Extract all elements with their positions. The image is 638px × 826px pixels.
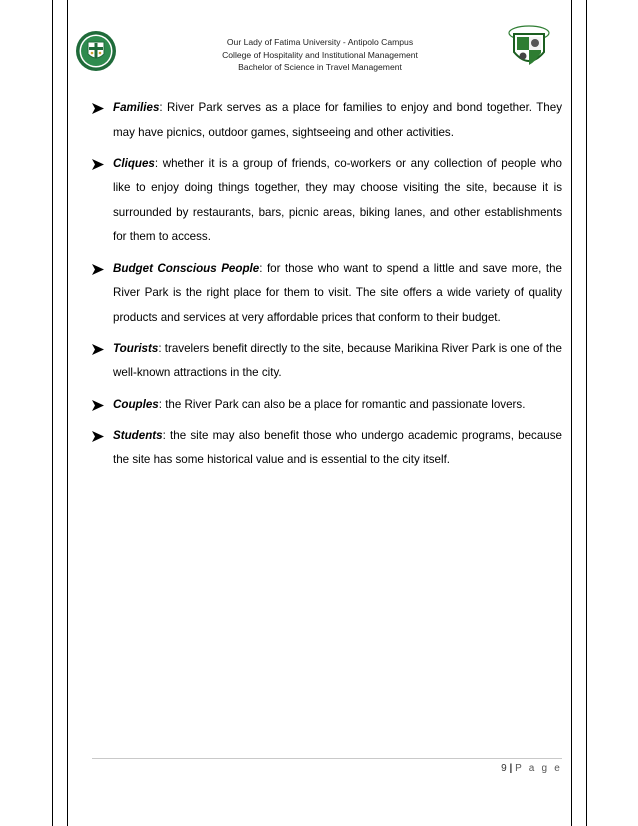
list-item-term: Cliques [113, 156, 155, 170]
arrow-bullet-icon [92, 264, 104, 275]
list-item-term: Couples [113, 397, 159, 411]
list-item-text: : whether it is a group of friends, co-workers or any collection of people who like to enjoy doing things together, they may choose visiting the site, because it is surrounded by restaurants, bars, picnic areas, biking lanes, and other establishments for them to access. [113, 156, 562, 244]
list-item-term: Budget Conscious People [113, 261, 260, 275]
list-item [92, 424, 562, 473]
list-item-term: Families [113, 101, 160, 114]
page-border-right-inner [571, 0, 572, 826]
list-item [92, 393, 562, 418]
page-border-left-inner [67, 0, 68, 826]
university-seal-logo [75, 30, 117, 72]
list-item-term: Tourists [113, 341, 159, 355]
arrow-bullet-icon [92, 400, 104, 411]
list-item [92, 337, 562, 386]
list-item [92, 257, 562, 331]
list-item-text: : travelers benefit directly to the site, because Marikina River Park is one of the well-known attractions in the city. [113, 341, 562, 380]
college-shield-logo [505, 22, 553, 72]
footer-separator: | [509, 763, 513, 774]
arrow-bullet-icon [92, 159, 104, 170]
page-label: P a g e [515, 763, 562, 774]
page-border-left-outer [52, 0, 53, 826]
header-college-line: College of Hospitality and Institutional Management [222, 49, 418, 60]
bullet-list [92, 96, 562, 479]
page-number: 9 [501, 763, 507, 774]
list-item-text: : the site may also benefit those who undergo academic programs, because the site has some historical value and is essential to the city itself. [113, 428, 562, 467]
document-header [160, 36, 480, 74]
list-item-text: : the River Park can also be a place for romantic and passionate lovers. [158, 397, 526, 411]
header-university-line: Our Lady of Fatima University - Antipolo Campus [226, 37, 414, 47]
arrow-bullet-icon [92, 344, 104, 355]
list-item-term: Students [113, 428, 163, 442]
header-program-line: Bachelor of Science in Travel Management [238, 62, 402, 72]
list-item [92, 152, 562, 250]
footer-divider [92, 758, 562, 759]
page-border-right-outer [586, 0, 587, 826]
arrow-bullet-icon [92, 431, 104, 442]
arrow-bullet-icon [92, 103, 104, 114]
list-item-text: : River Park serves as a place for families to enjoy and bond together. They may have picnics, outdoor games, sightseeing and other activities. [113, 101, 562, 139]
page-footer [501, 763, 562, 774]
list-item [92, 96, 562, 145]
list-item-text: : for those who want to spend a little and save more, the River Park is the right place for them to visit. The site offers a wide variety of quality products and services at very affordable prices that conform to their budget. [113, 261, 562, 324]
